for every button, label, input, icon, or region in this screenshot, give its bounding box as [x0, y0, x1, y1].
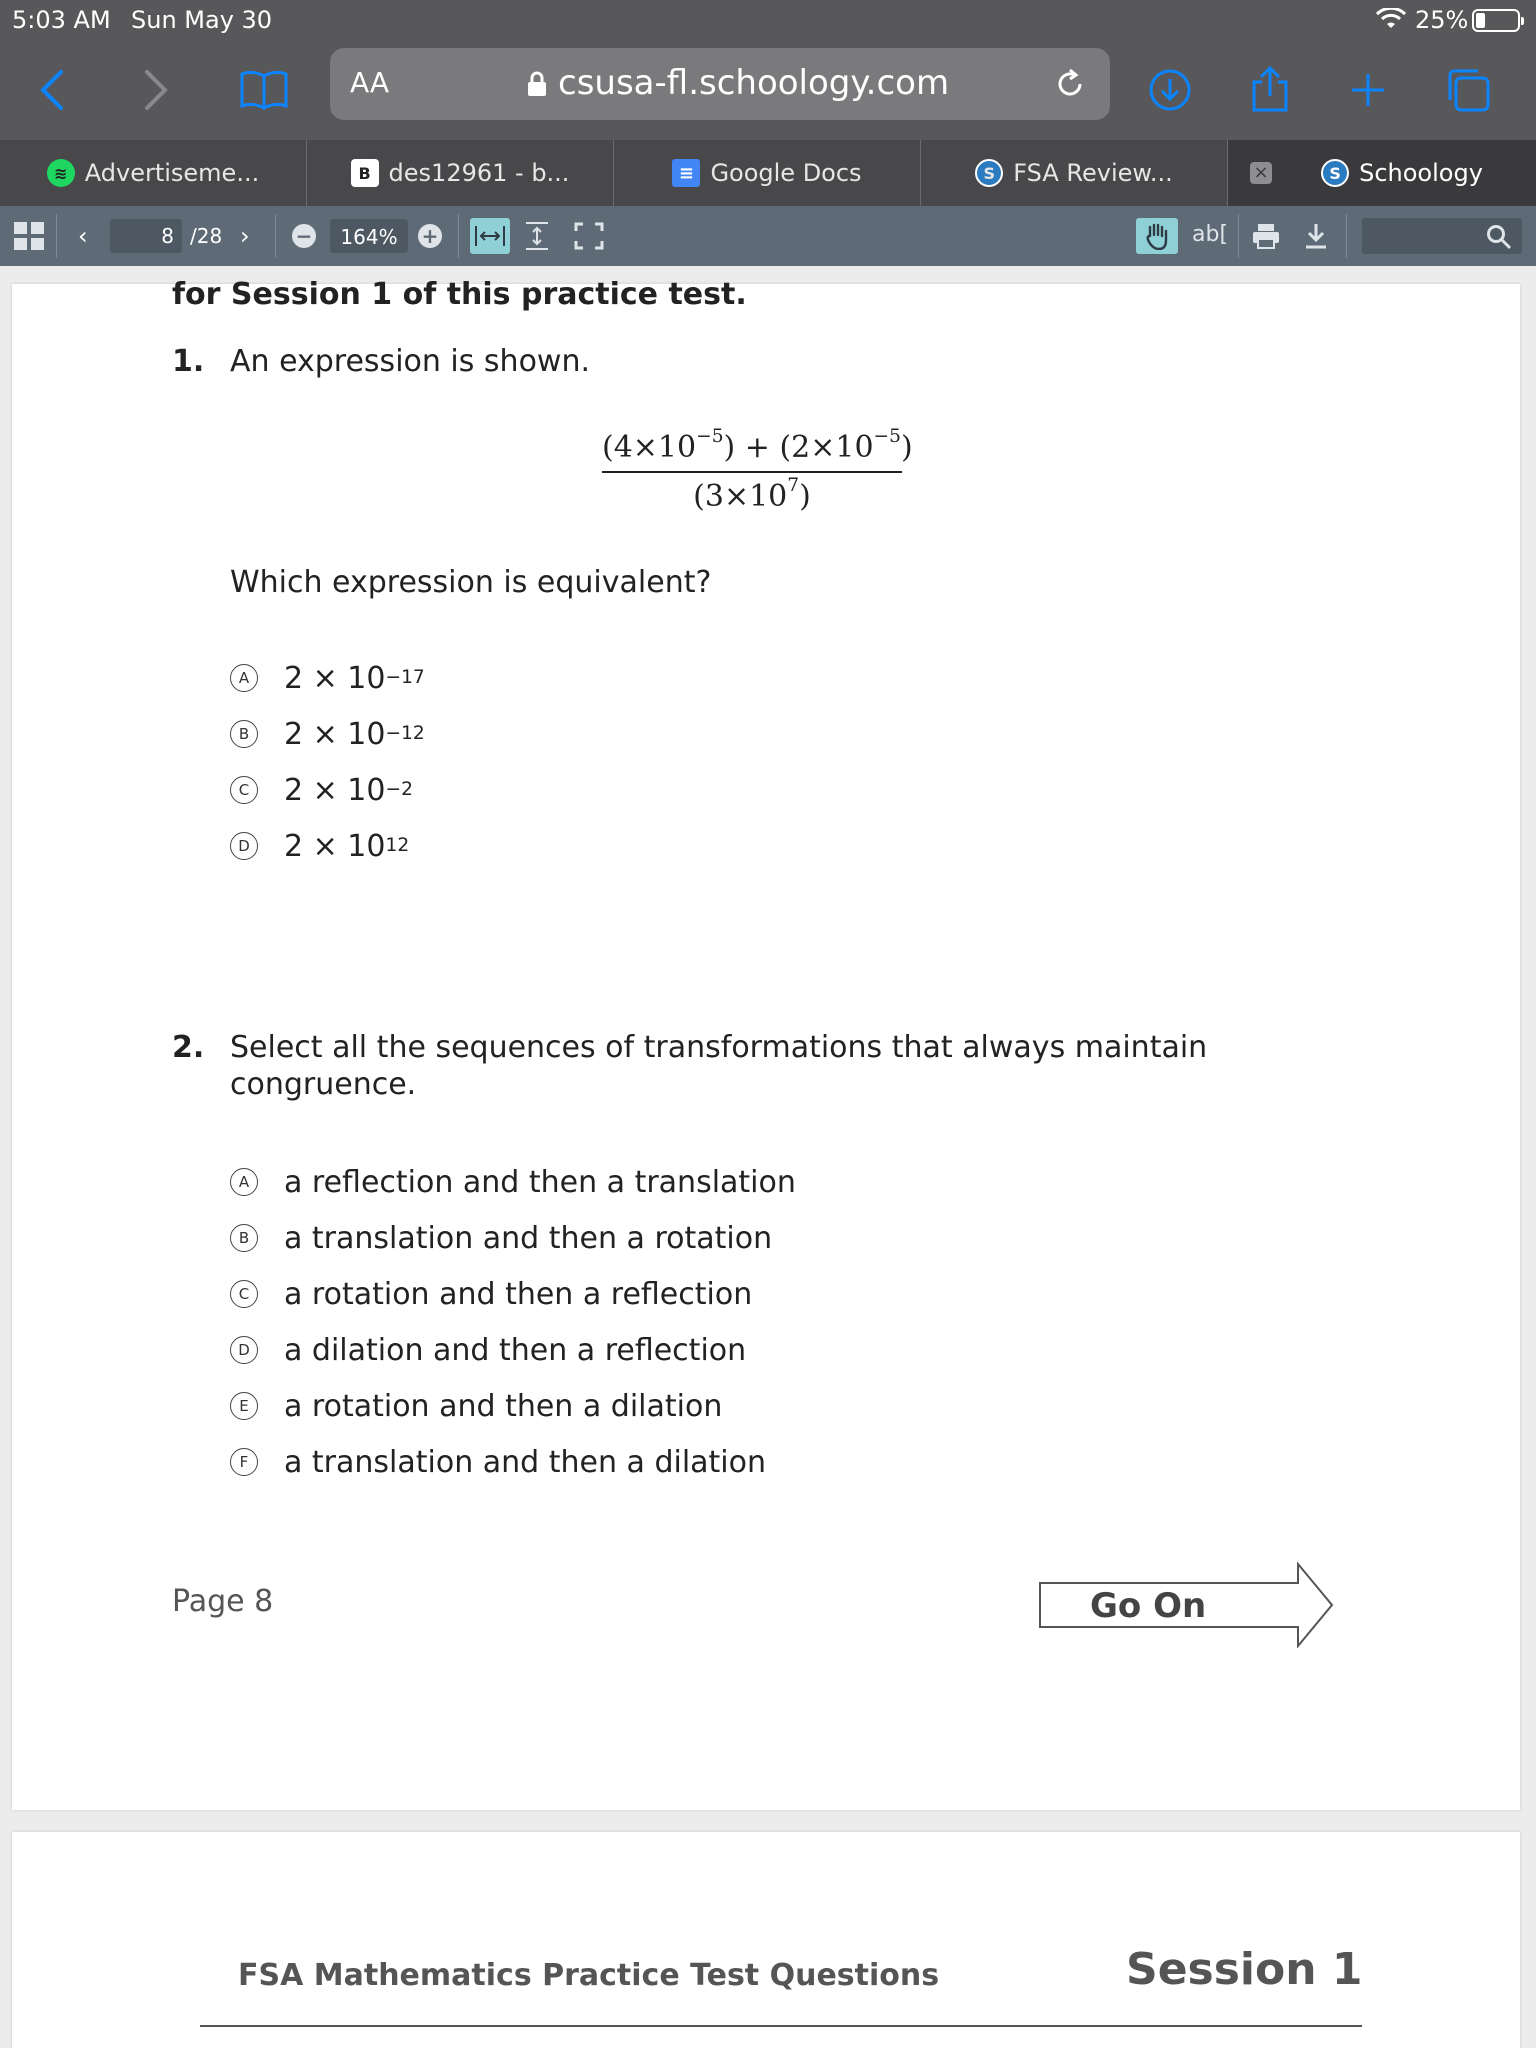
choice-bubble[interactable]: E: [230, 1392, 258, 1420]
choice-bubble[interactable]: B: [230, 1224, 258, 1252]
q1-choice-b[interactable]: B 2 × 10 −12: [230, 714, 425, 754]
lock-icon: [526, 70, 548, 102]
q1-choice-d[interactable]: D 2 × 10 12: [230, 826, 409, 866]
question-2-prompt-line2: congruence.: [230, 1067, 417, 1102]
tabs-overview-icon[interactable]: [1440, 62, 1496, 118]
fraction-denominator: $(3\times 10^7)$: [693, 475, 811, 514]
page-total: /28: [190, 224, 223, 248]
schoology-icon: S: [1321, 159, 1349, 187]
status-time: 5:03 AM: [12, 6, 111, 34]
q2-choice-c[interactable]: C a rotation and then a reflection: [230, 1274, 752, 1314]
page-label: Page 8: [172, 1584, 274, 1619]
choice-bubble[interactable]: C: [230, 776, 258, 804]
question-1-question: Which expression is equivalent?: [230, 565, 712, 600]
tab-label: FSA Review...: [1013, 159, 1173, 187]
next-page-session-label: Session 1: [1126, 1944, 1363, 1995]
choice-bubble[interactable]: A: [230, 664, 258, 692]
pdf-toolbar: [0, 206, 1536, 266]
q2-choice-f[interactable]: F a translation and then a dilation: [230, 1442, 766, 1482]
fit-page-icon[interactable]: [522, 220, 552, 257]
next-page-header-title: FSA Mathematics Practice Test Questions: [238, 1958, 940, 1993]
battery-icon: [1472, 9, 1520, 32]
next-page-icon[interactable]: ›: [240, 222, 250, 250]
previous-page-icon[interactable]: ‹: [78, 222, 88, 250]
go-on-label: Go On: [1090, 1586, 1207, 1626]
session-intro: for Session 1 of this practice test.: [172, 277, 747, 312]
spotify-icon: ≋: [47, 159, 75, 187]
bookmarks-icon[interactable]: [236, 62, 292, 118]
battery-percent: 25%: [1415, 6, 1469, 34]
choice-bubble[interactable]: D: [230, 832, 258, 860]
status-date: Sun May 30: [131, 6, 273, 34]
question-1-prompt: An expression is shown.: [230, 344, 591, 379]
tab-label: Schoology: [1359, 159, 1483, 187]
tab-fsa-review[interactable]: [921, 140, 1228, 206]
sidebar-toggle-icon[interactable]: [14, 222, 44, 255]
text-select-tool[interactable]: ab[: [1192, 222, 1229, 247]
fullscreen-icon[interactable]: [574, 222, 604, 255]
back-button[interactable]: [24, 62, 80, 118]
tab-strip: [0, 140, 1536, 206]
b-icon: B: [351, 159, 379, 187]
zoom-in-button[interactable]: +: [418, 224, 442, 248]
tab-label: Google Docs: [710, 159, 862, 187]
q1-choice-c[interactable]: C 2 × 10 −2: [230, 770, 413, 810]
tab-advertisement[interactable]: [0, 140, 307, 206]
choice-bubble[interactable]: A: [230, 1168, 258, 1196]
tab-label: des12961 - b...: [388, 159, 570, 187]
q2-choice-e[interactable]: E a rotation and then a dilation: [230, 1386, 722, 1426]
browser-toolbar: [0, 40, 1536, 140]
page-number-input[interactable]: 8: [110, 219, 182, 253]
pdf-search-input[interactable]: [1362, 218, 1522, 254]
question-2-prompt-line1: Select all the sequences of transformations that always maintain: [230, 1030, 1208, 1065]
url-text: csusa-fl.schoology.com: [558, 63, 950, 103]
fit-width-icon[interactable]: [470, 218, 510, 254]
forward-button[interactable]: [128, 62, 184, 118]
choice-bubble[interactable]: F: [230, 1448, 258, 1476]
status-bar: [0, 0, 1536, 40]
q1-choice-a[interactable]: A 2 × 10 −17: [230, 658, 425, 698]
fraction-bar: [602, 471, 902, 473]
choice-bubble[interactable]: B: [230, 720, 258, 748]
tab-google-docs[interactable]: [614, 140, 921, 206]
tab-schoology[interactable]: [1228, 140, 1536, 206]
schoology-icon: S: [975, 159, 1003, 187]
tab-label: Advertiseme...: [84, 159, 260, 187]
question-2-number: 2.: [172, 1030, 205, 1065]
reader-aa-button[interactable]: AA: [350, 66, 390, 99]
choice-bubble[interactable]: D: [230, 1336, 258, 1364]
download-icon[interactable]: [1142, 62, 1198, 118]
reload-icon[interactable]: [1054, 68, 1086, 104]
q2-choice-a[interactable]: A a reflection and then a translation: [230, 1162, 796, 1202]
go-on-arrow: [1038, 1562, 1334, 1648]
choice-bubble[interactable]: C: [230, 1280, 258, 1308]
fraction-numerator: $(4\times 10^{-5}) + (2\times 10^{-5})$: [602, 426, 913, 465]
q2-choice-d[interactable]: D a dilation and then a reflection: [230, 1330, 746, 1370]
close-tab-icon[interactable]: ×: [1250, 162, 1272, 184]
google-docs-icon: ≡: [672, 159, 700, 187]
pdf-download-icon[interactable]: [1304, 222, 1328, 255]
new-tab-icon[interactable]: [1340, 62, 1396, 118]
header-rule: [200, 2025, 1362, 2027]
wifi-icon: [1376, 8, 1406, 36]
pdf-next-page: [12, 1832, 1520, 2048]
expression-fraction: [602, 426, 913, 514]
hand-tool-icon[interactable]: [1136, 218, 1178, 254]
zoom-level[interactable]: 164%: [330, 219, 408, 253]
search-icon: [1486, 224, 1512, 255]
address-bar[interactable]: [330, 48, 1110, 120]
q2-choice-b[interactable]: B a translation and then a rotation: [230, 1218, 772, 1258]
share-icon[interactable]: [1242, 62, 1298, 118]
tab-des12961[interactable]: [307, 140, 614, 206]
zoom-out-button[interactable]: −: [292, 224, 316, 248]
print-icon[interactable]: [1252, 222, 1280, 255]
question-1-number: 1.: [172, 344, 205, 379]
